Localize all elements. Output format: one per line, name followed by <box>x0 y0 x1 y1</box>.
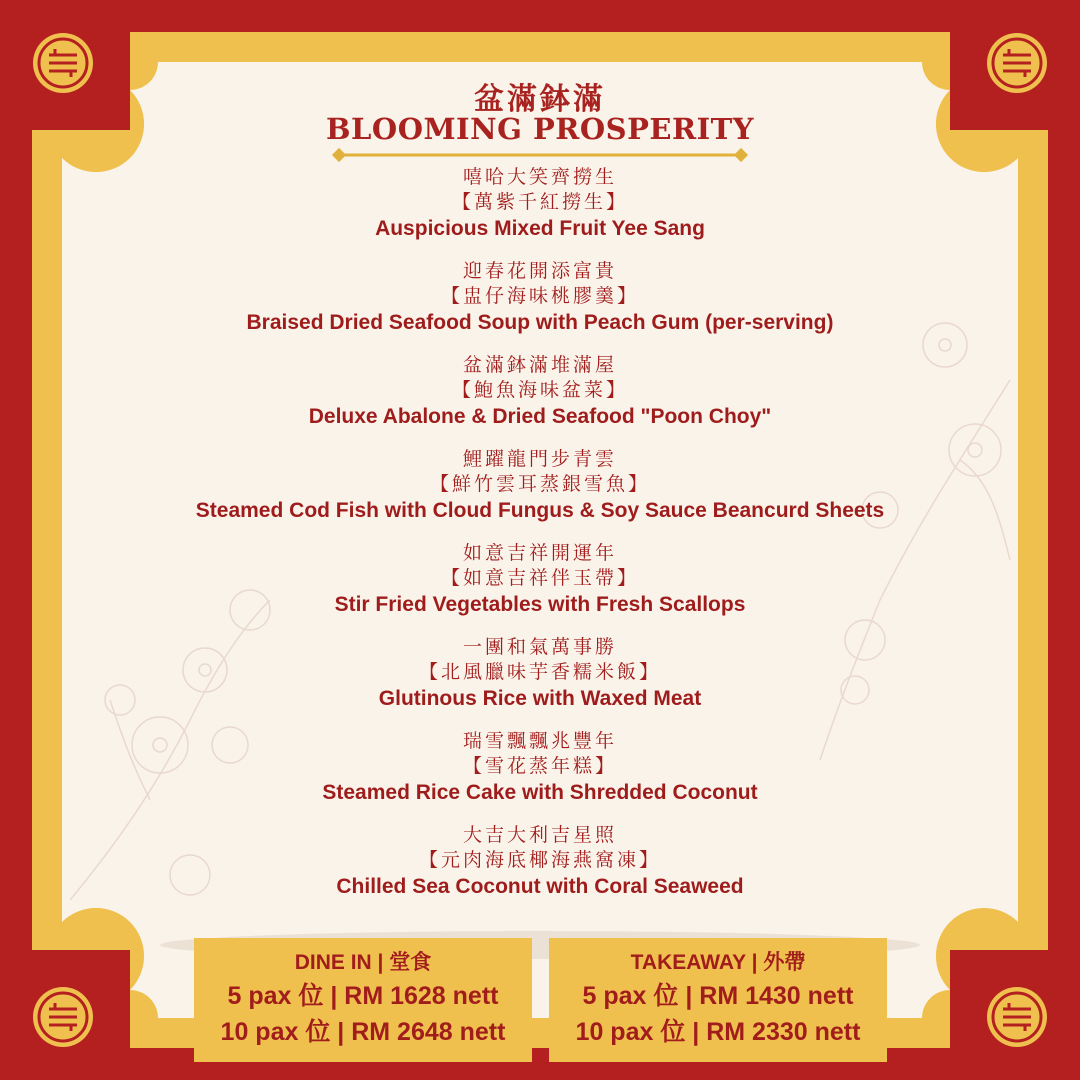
dish-chinese-subtitle: 【北風臘味芋香糯米飯】 <box>418 661 661 683</box>
dish-chinese-subtitle: 【如意吉祥伴玉帶】 <box>440 567 639 589</box>
dine-in-price-box <box>194 938 532 1062</box>
dish-english-name: Deluxe Abalone & Dried Seafood "Poon Choy" <box>308 405 772 428</box>
takeaway-price-box <box>549 938 887 1062</box>
menu-item <box>0 259 1080 337</box>
dish-chinese-name: 嘻哈大笑齊撈生 <box>462 166 617 188</box>
dish-chinese-subtitle: 【鮑魚海味盆菜】 <box>451 379 628 401</box>
dine-in-header: DINE IN | 堂食 <box>294 951 432 974</box>
dish-chinese-name: 大吉大利吉星照 <box>462 824 617 846</box>
dish-chinese-name: 瑞雪飄飄兆豐年 <box>462 730 617 752</box>
dish-chinese-name: 迎春花開添富貴 <box>462 260 617 282</box>
dish-chinese-subtitle: 【雪花蒸年糕】 <box>462 755 617 777</box>
menu-item <box>0 541 1080 619</box>
menu-item <box>0 447 1080 525</box>
dish-english-name: Steamed Rice Cake with Shredded Coconut <box>322 781 758 804</box>
dish-chinese-name: 一團和氣萬事勝 <box>462 636 617 658</box>
dish-english-name: Stir Fried Vegetables with Fresh Scallops <box>334 593 746 616</box>
dish-chinese-subtitle: 【鮮竹雲耳蒸銀雪魚】 <box>429 473 650 495</box>
menu-item <box>0 729 1080 807</box>
takeaway-price-10-pax: 10 pax 位 | RM 2330 nett <box>575 1018 861 1046</box>
dish-chinese-name: 如意吉祥開運年 <box>462 542 617 564</box>
title-chinese: 盆滿鉢滿 <box>474 82 606 117</box>
title-english: BLOOMING PROSPERITY <box>326 112 754 146</box>
dish-english-name: Braised Dried Seafood Soup with Peach Gum (per-serving) <box>246 311 834 334</box>
dish-chinese-subtitle: 【元肉海底椰海燕窩凍】 <box>418 849 661 871</box>
dine-in-price-5-pax: 5 pax 位 | RM 1628 nett <box>227 982 499 1010</box>
dish-chinese-name: 盆滿鉢滿堆滿屋 <box>462 354 617 376</box>
dish-chinese-subtitle: 【萬紫千紅撈生】 <box>451 191 628 213</box>
menu-item <box>0 635 1080 713</box>
takeaway-header: TAKEAWAY | 外帶 <box>630 951 806 974</box>
dish-english-name: Glutinous Rice with Waxed Meat <box>378 687 702 710</box>
menu-item <box>0 353 1080 431</box>
dish-english-name: Auspicious Mixed Fruit Yee Sang <box>375 217 705 240</box>
dine-in-price-10-pax: 10 pax 位 | RM 2648 nett <box>220 1018 506 1046</box>
menu-item <box>0 165 1080 243</box>
dish-chinese-subtitle: 【盅仔海味桃膠羹】 <box>440 285 639 307</box>
dish-chinese-name: 鯉躍龍門步青雲 <box>462 448 617 470</box>
menu-item <box>0 823 1080 901</box>
dish-english-name: Chilled Sea Coconut with Coral Seaweed <box>336 875 744 898</box>
takeaway-price-5-pax: 5 pax 位 | RM 1430 nett <box>582 982 854 1010</box>
dish-english-name: Steamed Cod Fish with Cloud Fungus & Soy Sauce Beancurd Sheets <box>195 499 885 522</box>
